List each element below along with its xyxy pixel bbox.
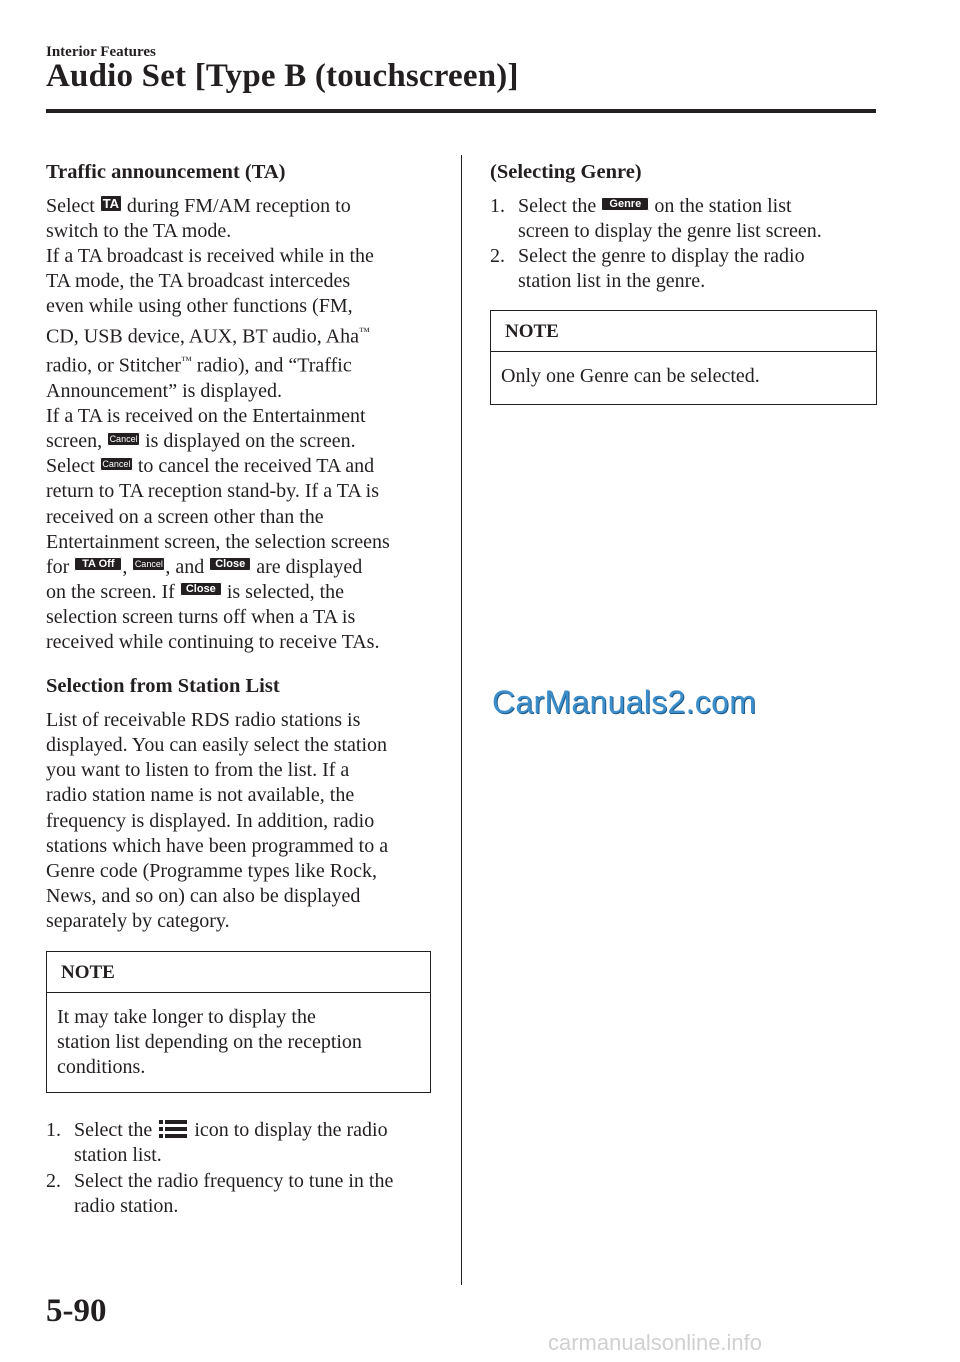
- left-column: [46, 160, 441, 1219]
- cancel-button-icon: Cancel: [100, 457, 133, 471]
- note-box: [46, 951, 431, 1093]
- note-title: NOTE: [491, 311, 876, 352]
- close-button-icon: Close: [180, 582, 222, 596]
- ta-paragraph: Select TA during FM/AM reception to switch to the TA mode. If a TA broadcast is received while in the TA mode, the TA broadcast intercedes even while using other functions (FM, CD, USB device, AUX, BT audio, Aha™ radio, or Stitcher™ radio), and “Traffic Announcement” is displayed. If a TA is received on the Entertainment screen, Cancel is displayed on the screen. Select Cancel to cancel the received TA and return to TA reception stand-by. If a TA is received on a screen other than the Entertainment screen, the selection screens for TA Off , Cancel , and Close are displayed on the screen. If Close is selected, the selection screen turns off when a TA is received while continuing to receive TAs.: [46, 195, 390, 653]
- trademark-symbol: ™: [358, 325, 370, 338]
- note-title: NOTE: [47, 952, 430, 993]
- list-menu-icon: [159, 1119, 187, 1139]
- note-body: It may take longer to display the station list depending on the reception conditions.: [57, 1006, 362, 1079]
- list-item: 2. Select the radio frequency to tune in the radio station.: [46, 1169, 394, 1217]
- list-item: 1. Select the Genre on the station list screen to display the genre list screen.: [490, 195, 822, 243]
- genre-steps: [490, 194, 880, 294]
- title-rule: [46, 109, 876, 113]
- trademark-symbol: ™: [180, 355, 192, 368]
- page-number: 5-90: [46, 1293, 107, 1329]
- column-divider: [461, 155, 462, 1285]
- station-list-steps: [46, 1118, 441, 1218]
- footer-watermark: carmanualsonline.info: [548, 1330, 763, 1355]
- ta-button-icon: TA: [100, 195, 122, 212]
- note-box: [490, 310, 877, 404]
- close-button-icon: Close: [209, 557, 251, 571]
- watermark-text: CarManuals2.com: [492, 684, 757, 720]
- note-body: Only one Genre can be selected.: [501, 365, 760, 388]
- ta-heading: Traffic announcement (TA): [46, 161, 286, 183]
- genre-button-icon: Genre: [601, 197, 649, 211]
- list-item: 1. Select the icon to display the radio station list.: [46, 1119, 388, 1167]
- genre-heading: (Selecting Genre): [490, 161, 642, 183]
- station-list-paragraph: List of receivable RDS radio stations is displayed. You can easily select the station you want to listen to from the list. If a radio station name is not available, the frequency is displayed. In addition, radio stations which have been programmed to a Genre code (Programme types like Rock, News, and so on) can also be displayed separately by category.: [46, 709, 389, 932]
- list-item: 2. Select the genre to display the radio station list in the genre.: [490, 245, 805, 293]
- page-title: Audio Set [Type B (touchscreen)]: [46, 58, 519, 94]
- station-list-heading: Selection from Station List: [46, 675, 280, 698]
- ta-off-button-icon: TA Off: [74, 557, 122, 571]
- cancel-button-icon: Cancel: [132, 557, 165, 571]
- right-column: [490, 160, 880, 405]
- cancel-button-icon: Cancel: [107, 432, 140, 446]
- section-label: Interior Features: [46, 44, 156, 60]
